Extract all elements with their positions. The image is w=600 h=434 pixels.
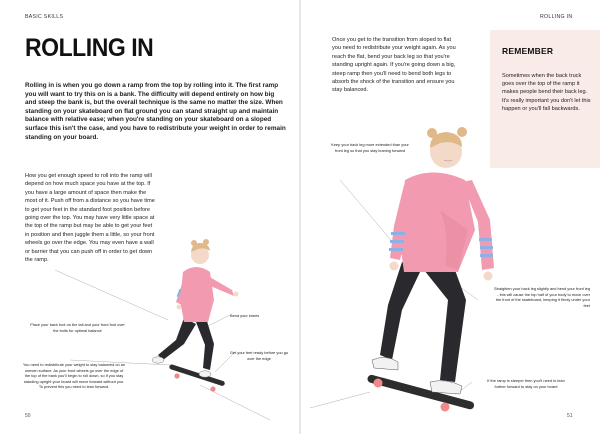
section-label-left: BASIC SKILLS <box>25 14 64 20</box>
intro-paragraph: Rolling in is when you go down a ramp from the top by rolling into it. The first ramp you will want to try this on is a bank. The difficulty will depend entirely on how big and steep the bank is, but the overall technique is the same no matter the size. When standing on your skateboard on flat ground you can stand straight up and maintain balance with relative ease; when you're standing on your skateboard on a sloped surface this isn't the case, and you have to redistribute your weight in order to remain standing on your board. <box>25 82 286 141</box>
remember-title: REMEMBER <box>502 46 554 56</box>
page-number-right: 51 <box>567 413 573 419</box>
body-paragraph-left: How you get enough speed to roll into the ramp will depend on how much space you have at the top. If you have a large amount of space then make the most of it. Push off from a distance so you have time to get your feet in the standard foot position before going over the top. You may have very little space at the top of the ramp but may be able to get your feet in position and then juggle them a little, so your front wheels go over the edge. You may even have a wall or barrier that you can push off in order to get down the ramp. <box>25 173 155 264</box>
callout-bend-knees: Bend your knees <box>230 313 260 318</box>
page-title: ROLLING IN <box>25 34 154 62</box>
callout-feet-ready: Get your feet ready before you go over the edge <box>229 350 289 361</box>
body-paragraph-right: Once you get to the transition from sloped to flat you need to redistribute your weight again. As you reach the flat, bend your back leg so that you're standing upright again. If you're going down a big, steep ramp then you'll need to bend both legs to absorb the shock of the transition and ensure you stay balanced. <box>332 37 456 94</box>
book-gutter <box>299 0 301 434</box>
callout-back-foot: Place your back foot on the tail and your front foot over the bolts for optimal balance <box>30 322 125 333</box>
callout-steeper-ramp: If the ramp is steeper then you'll need to lean further forward to stay on your board <box>487 378 565 389</box>
callout-back-leg-extended: Keep your back leg more extended than your front leg so that you stay leaning forward <box>331 142 409 153</box>
callout-redistribute-weight: You need to redistribute your weight to stay balanced on an uneven surface. As your front wheels go over the edge of the top of the bank you'll begin to roll down, so if you stay standing upright your board will move forward without you. To prevent this you need to lean forward. <box>22 362 126 390</box>
remember-text: Sometimes when the back truck goes over the top of the ramp it makes people bend their back leg. It's really important you don't let this happen or you'll fall backwards. <box>502 73 591 112</box>
page-number-left: 50 <box>25 413 31 419</box>
section-label-right: ROLLING IN <box>540 14 573 20</box>
callout-straighten-back-leg: Straighten your back leg slightly and bend your front leg - this will cause the top half of your body to move over the front of the skateboard, keeping it firmly under your feet <box>493 286 590 308</box>
